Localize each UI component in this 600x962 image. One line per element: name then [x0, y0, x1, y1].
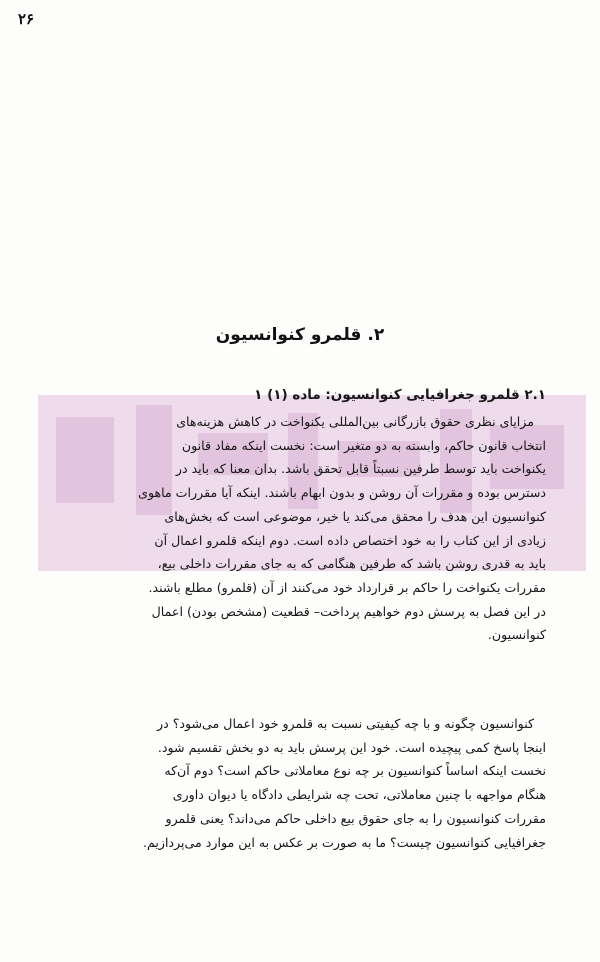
paragraph-line: مقررات یکنواخت را حاکم بر قرارداد خود می‌کنند از آن (قلمرو) مطلع باشند. — [148, 579, 546, 595]
paragraph-line: هنگام مواجهه با چنین معاملاتی، تحت چه شرایطی دادگاه یا دیوان داوری — [172, 787, 546, 803]
paragraph-line: در این فصل به پرسش دوم خواهیم پرداخت– قطعیت (مشخص بودن) اعمال — [151, 603, 546, 619]
page-number: ۲۶ — [18, 10, 35, 28]
paragraph-line: کنوانسیون چگونه و با چه کیفیتی نسبت به قلمرو خود اعمال می‌شود؟ در — [157, 716, 534, 731]
paragraph-line: دسترس بوده و مقررات آن روشن و بدون ابهام باشند. اینکه آیا مقررات ماهوی — [138, 485, 546, 501]
paragraph-line: کنوانسیون این هدف را محقق می‌کند یا خیر، موضوعی است که بخش‌های — [164, 508, 546, 524]
paragraph-line: مقررات کنوانسیون را به جای حقوق بیع داخلی حاکم می‌داند؟ یعنی قلمرو — [165, 810, 546, 826]
paragraph-line: مزایای نظری حقوق بازرگانی بین‌المللی یکنواخت در کاهش هزینه‌های — [176, 414, 534, 429]
paragraph-line: اینجا پاسخ کمی پیچیده است. خود این پرسش باید به دو بخش تقسیم شود. — [157, 739, 546, 755]
paragraph-line: زیادی از این کتاب را به خود اختصاص داده است. دوم اینکه قلمرو اعمال آن — [154, 532, 546, 548]
paragraph-line: باید به قدری روشن باشد که طرفین هنگامی که به جای مقررات داخلی بیع، — [157, 556, 546, 572]
paragraph-2 — [52, 712, 546, 854]
paragraph-line: کنوانسیون. — [487, 627, 546, 643]
paragraph-line: انتخاب قانون حاکم، وابسته به دو متغیر است: نخست اینکه مفاد قانون — [181, 437, 546, 453]
subsection-title: ۲.۱ قلمرو جغرافیایی کنوانسیون: ماده (۱) ۱ — [254, 387, 546, 403]
paragraph-line: یکنواخت باید توسط طرفین نسبتاً قابل تحقق باشد. بدان معنا که باید در — [175, 461, 546, 477]
paragraph-1 — [52, 410, 546, 647]
paragraph-line: نخست اینکه اساساً کنوانسیون بر چه نوع معاملاتی حاکم است؟ دوم آن‌که — [164, 763, 546, 779]
section-title: ۲. قلمرو کنوانسیون — [215, 325, 385, 345]
paragraph-line: جغرافیایی کنوانسیون چیست؟ ما به صورت بر عکس به این موارد می‌پردازیم. — [143, 834, 546, 850]
